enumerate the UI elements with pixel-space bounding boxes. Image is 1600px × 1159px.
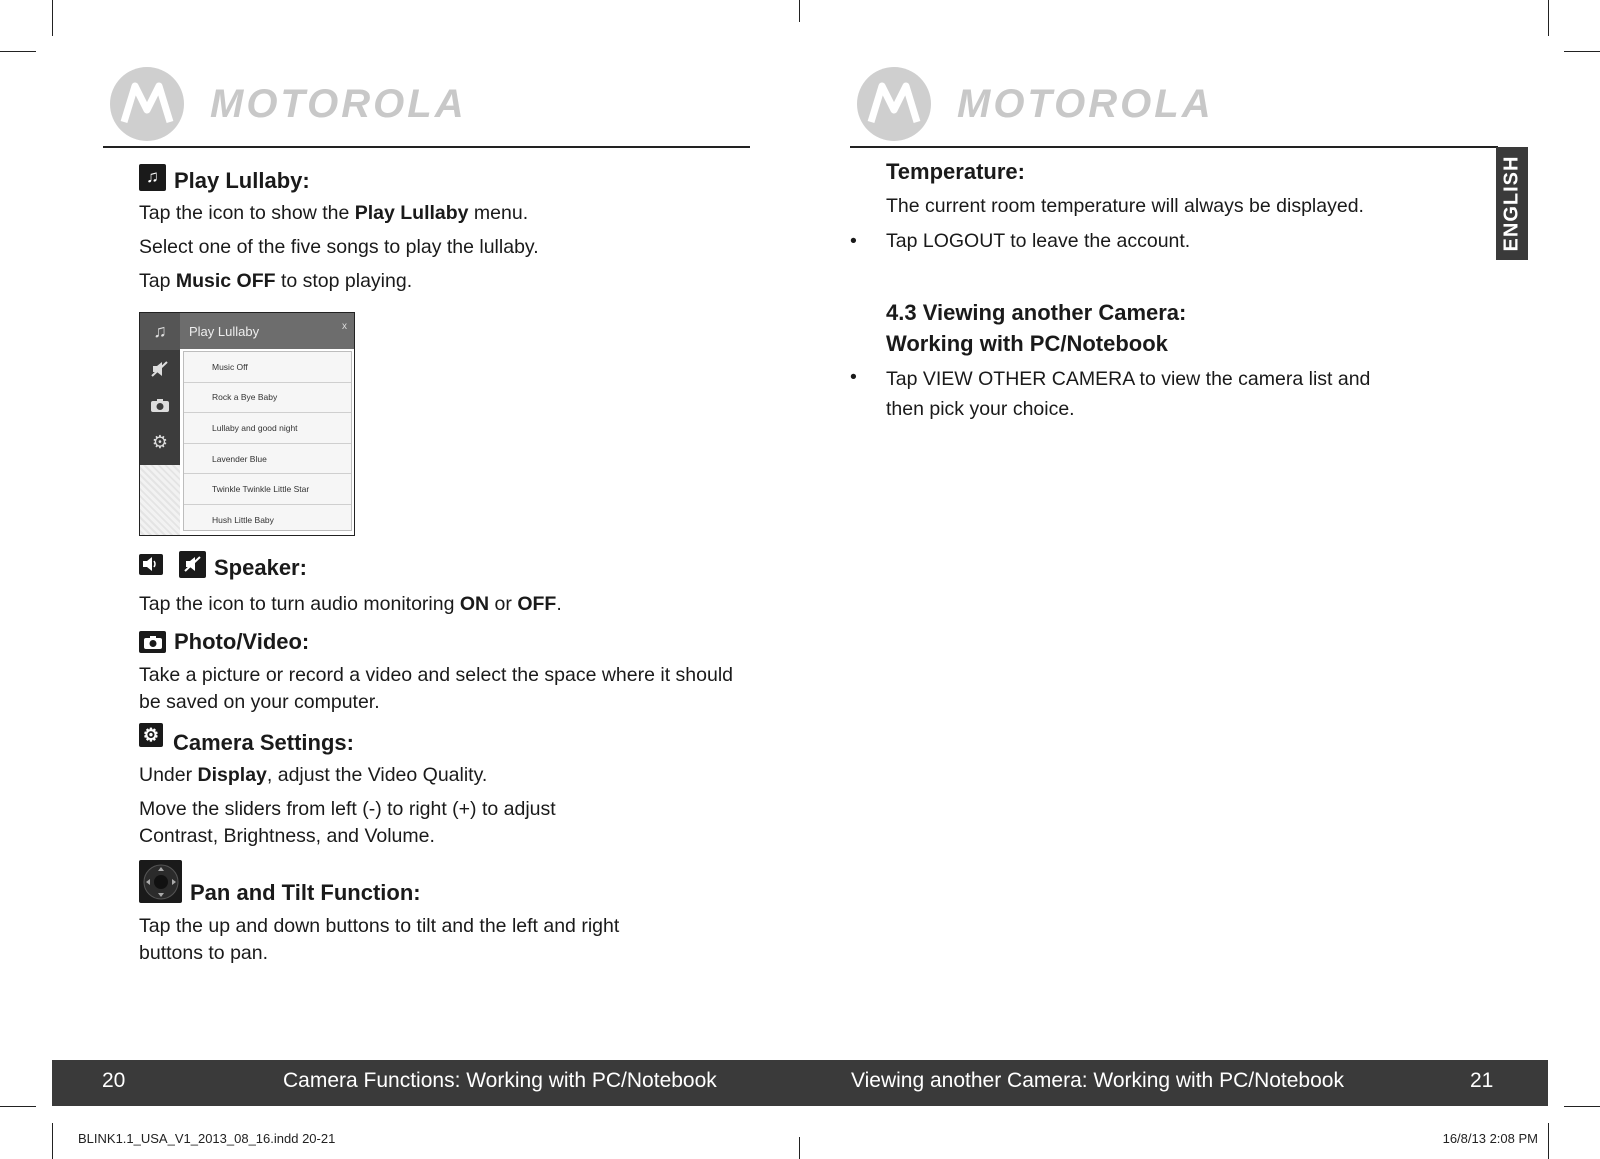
- list-item: Twinkle Twinkle Little Star: [184, 474, 351, 505]
- crop-mark: [799, 1137, 800, 1159]
- brand-wordmark: MOTOROLA: [210, 81, 467, 126]
- music-note-icon: ♫: [139, 164, 166, 191]
- footer-title-left: Camera Functions: Working with PC/Notebook: [283, 1069, 717, 1092]
- crop-mark: [52, 1123, 53, 1159]
- footer-title-right: Viewing another Camera: Working with PC/Notebook: [851, 1069, 1344, 1092]
- language-tab: ENGLISH: [1496, 147, 1528, 260]
- screenshot-background: [140, 465, 180, 536]
- camera-icon: [139, 631, 166, 653]
- pan-tilt-section: [139, 859, 749, 967]
- crop-mark: [52, 0, 53, 36]
- header-rule-right: [850, 146, 1498, 148]
- view-other-camera-text: Tap VIEW OTHER CAMERA to view the camera list and then pick your choice.: [886, 368, 1371, 420]
- gear-icon: ⚙: [139, 723, 163, 747]
- speaker-heading: Speaker:: [139, 549, 749, 579]
- gear-icon: ⚙: [151, 432, 169, 452]
- page-number-right: 21: [1470, 1069, 1494, 1092]
- brand-wordmark: MOTOROLA: [957, 81, 1214, 126]
- photo-heading: Photo/Video:: [139, 628, 749, 656]
- lullaby-section: [139, 163, 749, 295]
- speaker-text: Tap the icon to turn audio monitoring ON or OFF.: [139, 593, 562, 615]
- logout-text: Tap LOGOUT to leave the account.: [886, 230, 1191, 252]
- list-item: Lavender Blue: [184, 444, 351, 475]
- settings-heading: ⚙ Camera Settings:: [139, 723, 749, 753]
- lullaby-text-1: Tap the icon to show the Play Lullaby menu.: [139, 202, 529, 224]
- crop-mark: [1564, 51, 1600, 52]
- speaker-muted-icon: [140, 350, 180, 387]
- list-item: Rock a Bye Baby: [184, 383, 351, 414]
- pan-tilt-control-icon: [139, 860, 182, 903]
- motorola-m-icon: [857, 67, 931, 141]
- screenshot-titlebar: Play Lullaby x: [180, 313, 354, 349]
- speaker-on-icon: [139, 554, 163, 575]
- temperature-section: [886, 158, 1476, 220]
- settings-text-2: Move the sliders from left (-) to right (+) to adjust Contrast, Brightness, and Volume.: [139, 798, 556, 847]
- bullet-icon: •: [850, 230, 857, 252]
- crop-mark: [0, 51, 36, 52]
- speaker-section: [139, 549, 749, 618]
- pan-tilt-heading: Pan and Tilt Function:: [139, 859, 749, 903]
- lullaby-text-3: Tap Music OFF to stop playing.: [139, 270, 413, 292]
- slug-filename: BLINK1.1_USA_V1_2013_08_16.indd 20-21: [78, 1131, 336, 1146]
- crop-mark: [799, 0, 800, 22]
- camera-icon: [140, 387, 180, 424]
- slug-date: 16/8/13 2:08 PM: [1442, 1131, 1538, 1146]
- page-number-left: 20: [102, 1069, 126, 1092]
- photo-text: Take a picture or record a video and select the space where it should be saved on your computer.: [139, 664, 734, 713]
- screenshot-sidebar: [140, 313, 180, 465]
- crop-mark: [0, 1106, 36, 1107]
- list-item: Music Off: [184, 352, 351, 383]
- temperature-text: The current room temperature will always be displayed.: [886, 195, 1364, 217]
- song-list: [183, 351, 352, 531]
- lullaby-heading: ♫ Play Lullaby:: [139, 163, 749, 191]
- pan-tilt-text: Tap the up and down buttons to tilt and the left and right buttons to pan.: [139, 915, 620, 964]
- header-rule-left: [103, 146, 750, 148]
- settings-text-1: Under Display, adjust the Video Quality.: [139, 764, 488, 786]
- list-item: Hush Little Baby: [212, 515, 274, 526]
- brand-logo-left: [110, 66, 467, 142]
- close-icon: x: [342, 321, 347, 332]
- speaker-muted-icon: [179, 551, 206, 578]
- bullet-icon: •: [850, 366, 857, 388]
- motorola-m-icon: [110, 67, 184, 141]
- photo-section: [139, 628, 749, 716]
- crop-mark: [1564, 1106, 1600, 1107]
- play-lullaby-screenshot: [139, 312, 355, 536]
- list-item: Lullaby and good night: [184, 413, 351, 444]
- brand-logo-right: [857, 66, 1214, 142]
- footer-bar: [52, 1060, 1548, 1106]
- settings-section: [139, 723, 749, 850]
- lullaby-text-2: Select one of the five songs to play the lullaby.: [139, 236, 539, 258]
- crop-mark: [1548, 1123, 1549, 1159]
- music-note-icon: ♫: [140, 313, 180, 350]
- crop-mark: [1548, 0, 1549, 36]
- temperature-heading: Temperature:: [886, 159, 1025, 184]
- section-heading: 4.3 Viewing another Camera: Working with PC/Notebook: [886, 299, 1187, 356]
